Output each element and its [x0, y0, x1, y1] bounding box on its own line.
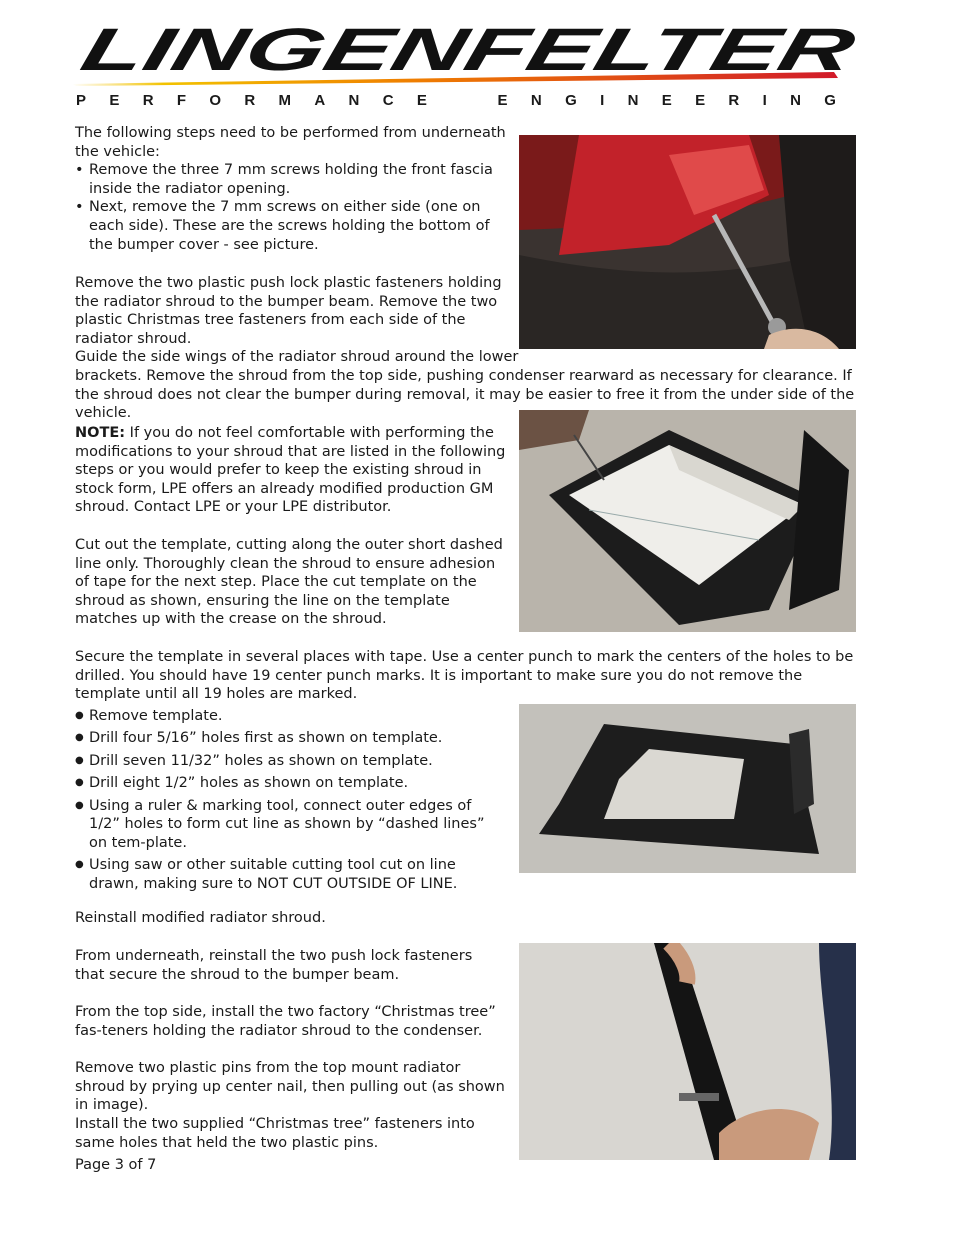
list-item: ● Using a ruler & marking tool, connect outer edges of 1/2” holes to form cut line as shown by “dashed lines” on tem-plate.	[75, 797, 495, 853]
install-fasteners-paragraph: Install the two supplied “Christmas tree” fasteners into same holes that held the two plastic pins.	[75, 1116, 475, 1151]
photo-template-on-shroud	[519, 410, 856, 632]
photo-cut-shroud	[519, 704, 856, 873]
list-item: ● Remove template.	[75, 707, 495, 726]
intro-text: The following steps need to be performed from underneath the vehicle:	[75, 125, 506, 160]
list-item: ● Drill four 5/16” holes first as shown on template.	[75, 729, 495, 748]
underneath-steps	[75, 124, 515, 254]
tagline: P E R F O R M A N C E E N G I N E E R I N G	[76, 92, 836, 109]
pushlock-paragraph: Remove the two plastic push lock plastic fasteners holding the radiator shroud to the bumper beam. Remove the two plastic Christmas tree fasteners from each side of the radiator shroud.	[75, 275, 502, 347]
remove-pins-paragraph: Remove two plastic pins from the top mount radiator shroud by prying up center nail, then pulling out (as shown in image).	[75, 1060, 505, 1114]
list-item: ● Using saw or other suitable cutting tool cut on line drawn, making sure to NOT CUT OUTSIDE OF LINE.	[75, 856, 495, 893]
reinstall-paragraph: Reinstall modified radiator shroud.	[75, 910, 326, 926]
list-item: ● Drill eight 1/2” holes as shown on template.	[75, 774, 495, 793]
list-item: • Next, remove the 7 mm screws on either side (one on each side). These are the screws holding the bottom of the bumper cover - see picture.	[75, 198, 515, 254]
underneath-reinstall-paragraph: From underneath, reinstall the two push lock fasteners that secure the shroud to the bumper beam.	[75, 948, 473, 983]
guide-paragraph-line1: Guide the side wings of the radiator shroud around the lower	[75, 349, 519, 365]
photo-top-mount-fasteners	[519, 943, 856, 1160]
secure-template-paragraph: Secure the template in several places with tape. Use a center punch to mark the centers of the holes to be drilled. You should have 19 center punch marks. It is important to make sure you do not remove the template until all 19 holes are marked.	[75, 649, 854, 703]
page-number: Page 3 of 7	[75, 1157, 157, 1173]
drill-steps-list	[75, 707, 495, 897]
list-item: • Remove the three 7 mm screws holding the front fascia inside the radiator opening.	[75, 161, 515, 198]
guide-paragraph-rest: brackets. Remove the shroud from the top side, pushing condenser rearward as necessary for clearance. If the shroud does not clear the bumper during removal, it may be easier to free it from the under side of the vehicle.	[75, 368, 855, 422]
list-item: ● Drill seven 11/32” holes as shown on template.	[75, 752, 495, 771]
note-label: NOTE:	[75, 425, 126, 441]
topside-paragraph: From the top side, install the two factory “Christmas tree” fas-teners holding the radiator shroud to the condenser.	[75, 1004, 496, 1039]
lingenfelter-logo	[72, 22, 862, 86]
brand-wordmark: LINGENFELTER	[74, 22, 547, 83]
photo-bumper-screw-removal	[519, 135, 856, 349]
cut-template-paragraph: Cut out the template, cutting along the outer short dashed line only. Thoroughly clean the shroud to ensure adhesion of tape for the next step. Place the cut template on the shroud as shown, ensuring the line on the template matches up with the crease on the shroud.	[75, 537, 503, 628]
note-paragraph: NOTE: If you do not feel comfortable with performing the modifications to your shroud that are listed in the following steps or you would prefer to keep the existing shroud in stock form, LPE offers an already modified production GM shroud. Contact LPE or your LPE distributor.	[75, 425, 506, 516]
